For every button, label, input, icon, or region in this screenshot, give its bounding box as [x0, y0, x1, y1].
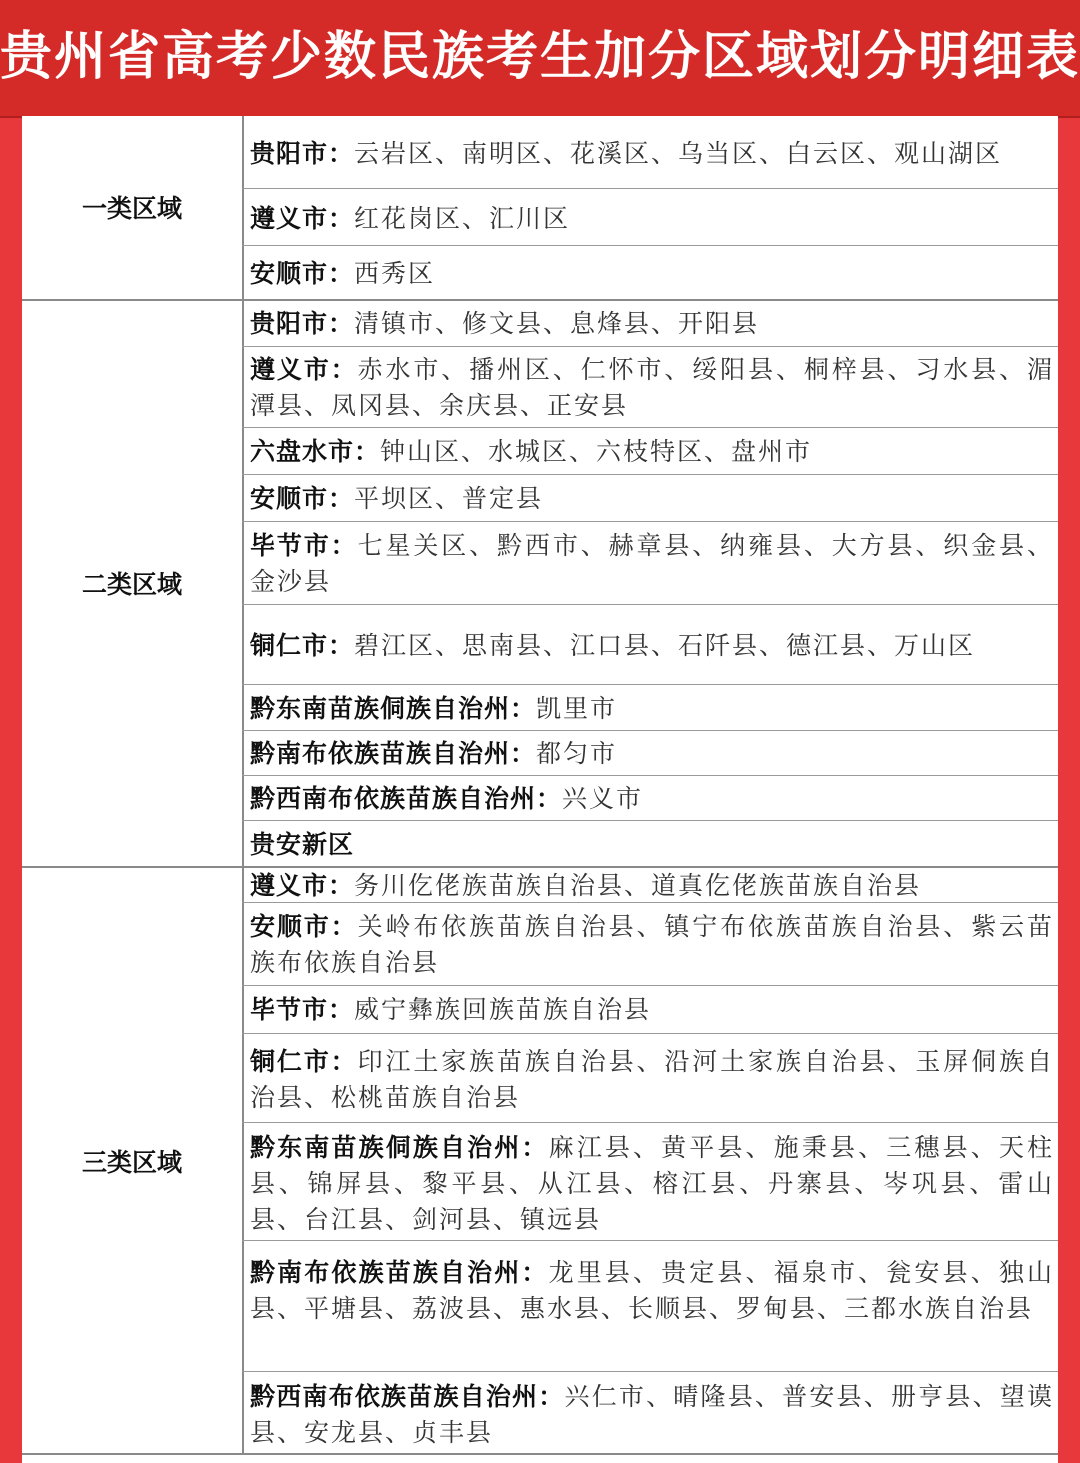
city-name: 黔西南布依族苗族自治州：: [250, 1382, 565, 1411]
table-row: [250, 201, 1054, 237]
category-label-2: 二类区域: [81, 570, 182, 599]
table-row: [250, 868, 1054, 904]
row-divider: [242, 604, 1058, 605]
city-name: 贵阳市：: [250, 309, 355, 338]
city-name: 贵安新区: [250, 830, 355, 859]
row-divider: [242, 775, 1058, 776]
city-name: 毕节市：: [250, 995, 355, 1024]
city-name: 毕节市：: [250, 531, 358, 560]
area-list: 威宁彝族回族苗族自治县: [354, 995, 652, 1024]
area-list: 务川仡佬族苗族自治县、道真仡佬族苗族自治县: [354, 871, 922, 900]
table-row: [250, 691, 1054, 727]
area-list: 红花岗区、汇川区: [354, 204, 571, 233]
zone-table: [22, 116, 1058, 1463]
row-divider: [242, 427, 1058, 428]
area-list: 兴义市: [562, 784, 644, 813]
row-divider: [242, 985, 1058, 986]
row-divider: [242, 1371, 1058, 1372]
area-list: 关岭布依族苗族自治县、镇宁布依族苗族自治县、紫云苗族布依族自治县: [250, 912, 1054, 977]
area-list: 云岩区、南明区、花溪区、乌当区、白云区、观山湖区: [354, 139, 1003, 168]
row-divider: [242, 684, 1058, 685]
area-list: 麻江县、黄平县、施秉县、三穗县、天柱县、锦屏县、黎平县、从江县、榕江县、丹寨县、岑巩县、雷山县、台江县、剑河县、镇远县: [250, 1133, 1054, 1234]
city-name: 安顺市：: [250, 484, 355, 513]
row-divider: [242, 521, 1058, 522]
area-list: 西秀区: [354, 259, 436, 288]
area-list: 凯里市: [536, 694, 618, 723]
title-banner: [0, 0, 1080, 118]
category-divider: [22, 299, 1058, 301]
area-list: 龙里县、贵定县、福泉市、瓮安县、独山县、平塘县、荔波县、惠水县、长顺县、罗甸县、三都水族自治县: [250, 1258, 1054, 1323]
category-label-3: 三类区域: [81, 1148, 182, 1177]
table-row: [250, 628, 1054, 664]
table-row: [250, 736, 1054, 772]
table-row: [250, 827, 1054, 863]
city-name: 贵阳市：: [250, 139, 355, 168]
row-divider: [242, 346, 1058, 347]
city-name: 铜仁市：: [250, 631, 355, 660]
table-row: [250, 136, 1054, 172]
table-row: [250, 1379, 1054, 1451]
column-divider: [242, 116, 244, 1453]
table-row: [250, 1130, 1054, 1238]
city-name: 遵义市：: [250, 871, 355, 900]
row-divider: [242, 902, 1058, 903]
city-name: 黔南布依族苗族自治州：: [250, 1258, 549, 1287]
city-name: 遵义市：: [250, 355, 358, 384]
table-row: [250, 256, 1054, 292]
area-list: 赤水市、播州区、仁怀市、绥阳县、桐梓县、习水县、湄潭县、凤冈县、余庆县、正安县: [250, 355, 1054, 420]
city-name: 黔东南苗族侗族自治州：: [250, 1133, 549, 1162]
row-divider: [242, 730, 1058, 731]
city-name: 黔西南布依族苗族自治州：: [250, 784, 563, 813]
city-name: 黔东南苗族侗族自治州：: [250, 694, 537, 723]
row-divider: [242, 245, 1058, 246]
city-name: 六盘水市：: [250, 437, 381, 466]
city-name: 安顺市：: [250, 259, 355, 288]
city-name: 遵义市：: [250, 204, 355, 233]
category-label-1: 一类区域: [81, 194, 182, 223]
row-divider: [242, 188, 1058, 189]
row-divider: [242, 474, 1058, 475]
table-row: [250, 481, 1054, 517]
row-divider: [242, 1240, 1058, 1241]
table-row: [250, 781, 1054, 817]
table-row: [250, 352, 1054, 424]
city-name: 黔南布依族苗族自治州：: [250, 739, 537, 768]
row-divider: [242, 820, 1058, 821]
area-list: 平坝区、普定县: [354, 484, 544, 513]
area-list: 钟山区、水城区、六枝特区、盘州市: [380, 437, 813, 466]
row-divider: [242, 1033, 1058, 1034]
table-row: [250, 992, 1054, 1028]
table-row: [250, 306, 1054, 342]
area-list: 兴仁市、晴隆县、普安县、册亨县、望谟县、安龙县、贞丰县: [250, 1382, 1054, 1447]
category-divider: [22, 1453, 1058, 1455]
page-title: 贵州省高考少数民族考生加分区域划分明细表: [0, 27, 1080, 87]
area-list: 都匀市: [536, 739, 618, 768]
row-divider: [242, 1122, 1058, 1123]
table-row: [250, 1255, 1054, 1327]
table-row: [250, 909, 1054, 981]
table-row: [250, 528, 1054, 600]
area-list: 碧江区、思南县、江口县、石阡县、德江县、万山区: [354, 631, 976, 660]
area-list: 清镇市、修文县、息烽县、开阳县: [354, 309, 760, 338]
city-name: 铜仁市：: [250, 1047, 358, 1076]
area-list: 七星关区、黔西市、赫章县、纳雍县、大方县、织金县、金沙县: [250, 531, 1054, 596]
city-name: 安顺市：: [250, 912, 358, 941]
area-list: 印江土家族苗族自治县、沿河土家族自治县、玉屏侗族自治县、松桃苗族自治县: [250, 1047, 1054, 1112]
table-row: [250, 434, 1054, 470]
table-row: [250, 1044, 1054, 1116]
